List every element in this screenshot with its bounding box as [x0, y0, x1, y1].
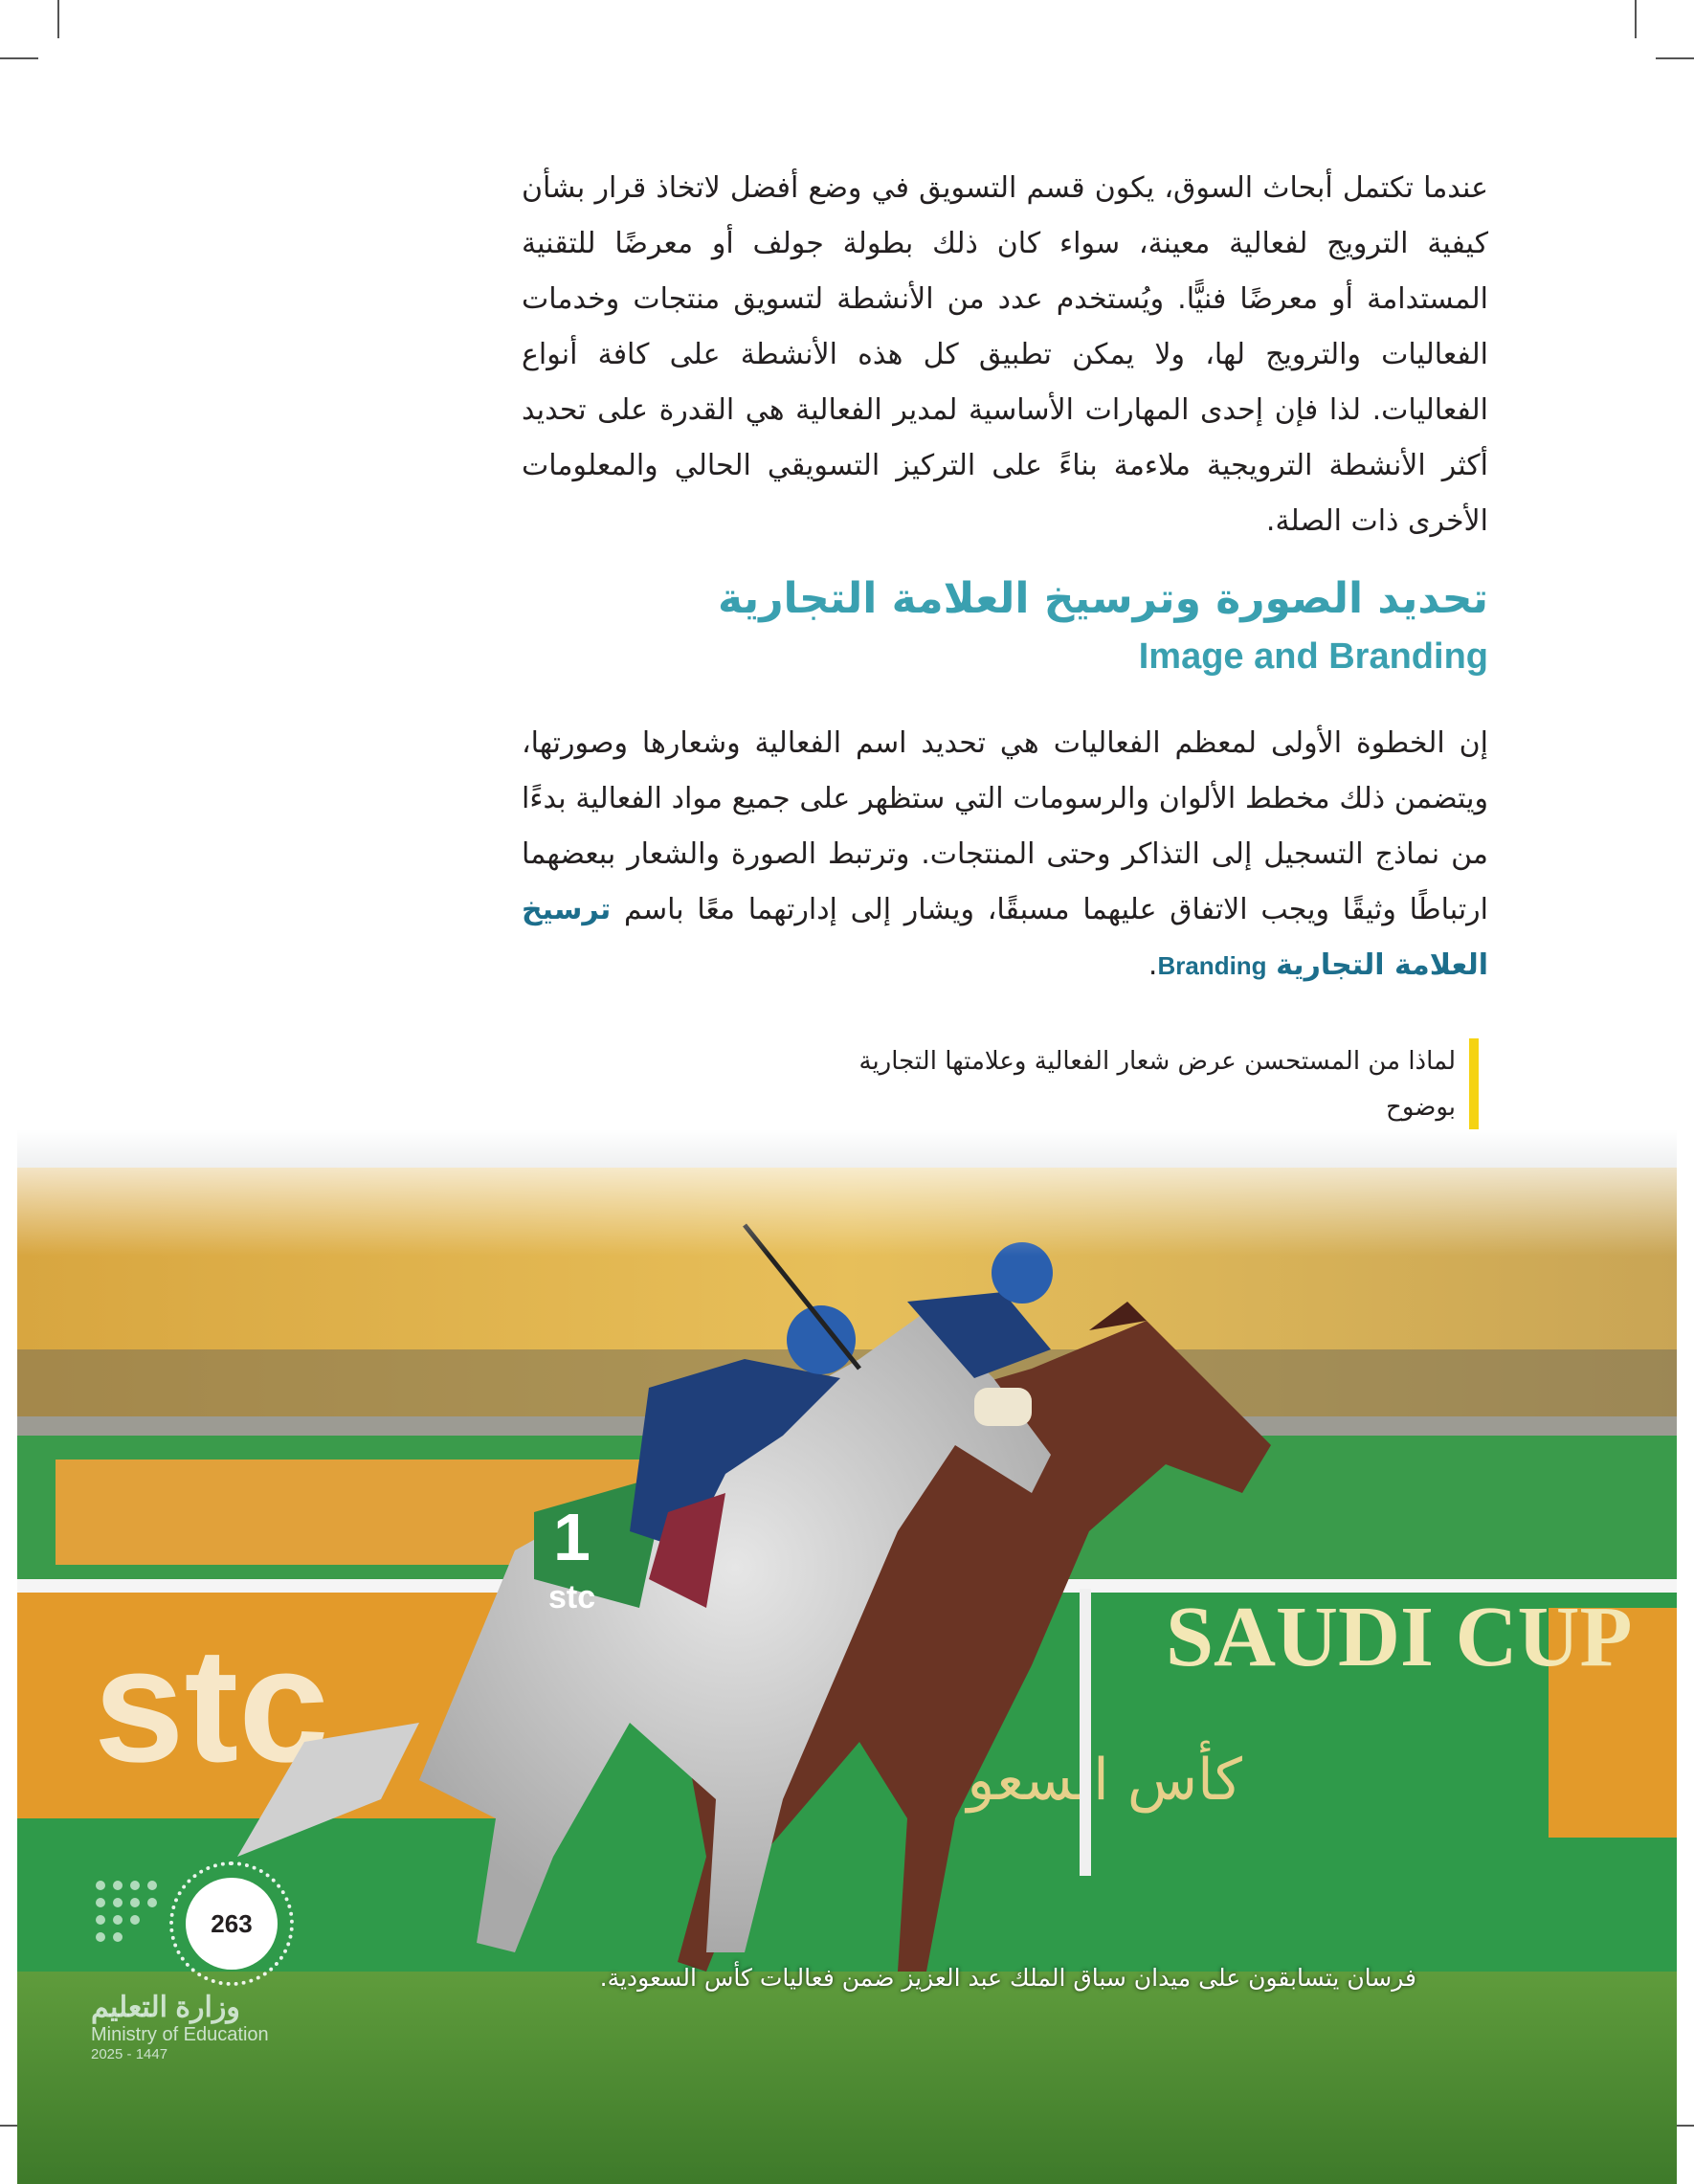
section-title-arabic: تحديد الصورة وترسيخ العلامة التجارية [718, 574, 1488, 623]
ministry-name-english: Ministry of Education [91, 2024, 269, 2045]
branding-paragraph [522, 716, 1488, 993]
key-term-arabic: ترسيخ العلامة التجارية [522, 893, 1488, 982]
crop-mark [1635, 0, 1637, 38]
crop-mark [57, 0, 59, 38]
ministry-dots-logo [91, 1876, 167, 1972]
branding-paragraph-text: إن الخطوة الأولى لمعظم الفعاليات هي تحديد اسم الفعالية وشعارها وصورتها، ويتضمن ذلك مخطط الألوان والرسومات التي ستظهر على جميع مواد الفعالية بدءًا من نماذج التسجيل إلى التذاكر وحتى المنتجات. وترتبط الصورة والشعار ببعضهما ارتباطًا وثيقًا ويجب الاتفاق عليهما مسبقًا، ويشار إلى إدارتهما معًا باسم [522, 726, 1488, 926]
crop-mark [0, 57, 38, 59]
paragraph-end: . [1148, 948, 1158, 982]
intro-paragraph: عندما تكتمل أبحاث السوق، يكون قسم التسويق في وضع أفضل لاتخاذ قرار بشأن كيفية الترويج لفعالية معينة، سواء كان ذلك بطولة جولف أو معرضًا للتقنية المستدامة أو معرضًا فنيًّا. ويُستخدم عدد من الأنشطة لتسويق منتجات وخدمات الفعاليات والترويج لها، ولا يمكن تطبيق كل هذه الأنشطة على كافة أنواع الفعاليات. لذا فإن إحدى المهارات الأساسية لمدير الفعالية هي القدرة على تحديد أكثر الأنشطة الترويجية ملاءمة بناءً على التركيز التسويقي الحالي والمعلومات الأخرى ذات الصلة. [522, 171, 1488, 538]
ministry-name-arabic: وزارة التعليم [91, 1992, 240, 2023]
ministry-logo [91, 1991, 340, 2062]
section-title-english: Image and Branding [1138, 636, 1488, 677]
page-number-badge [169, 1861, 294, 1986]
key-term-english: Branding [1157, 951, 1267, 980]
photo-caption: فرسان يتسابقون على ميدان سباق الملك عبد العزيز ضمن فعاليات كأس السعودية. [599, 1964, 1416, 1992]
edition-year: 2025 - 1447 [91, 2046, 168, 2062]
question-line: لماذا من المستحسن عرض شعار الفعالية وعلامتها التجارية بوضوح [858, 1047, 1456, 1122]
crop-mark [1656, 57, 1694, 59]
page-number: 263 [186, 1878, 278, 1970]
